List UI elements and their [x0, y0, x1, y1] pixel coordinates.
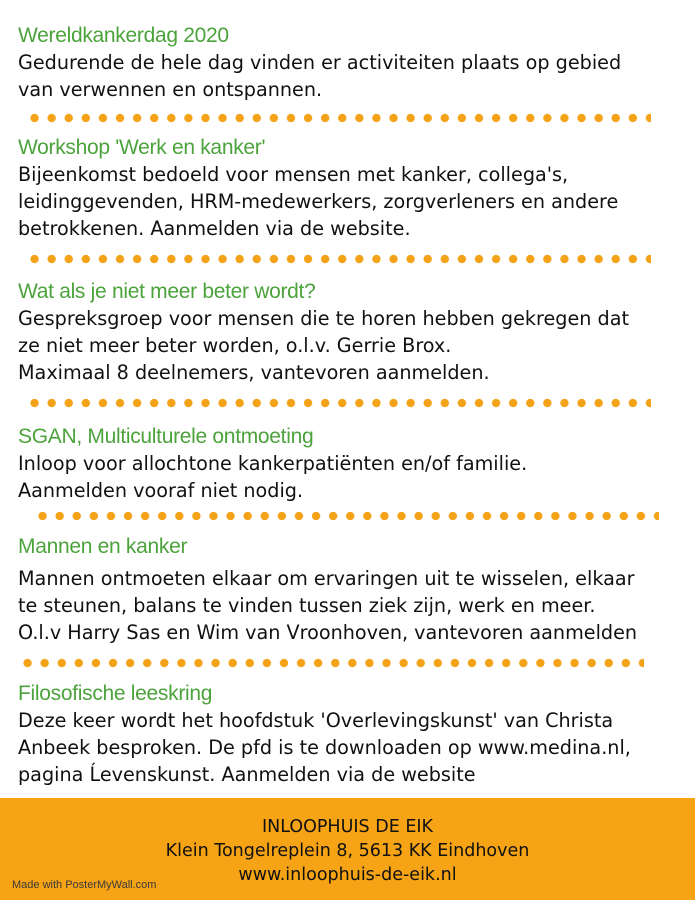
event-description-line: Bijeenkomst bedoeld voor mensen met kanker, collega's, [18, 163, 569, 186]
event-description-line: betrokkenen. Aanmelden via de website. [18, 217, 411, 240]
organization-website[interactable]: www.inloophuis-de-eik.nl [238, 865, 457, 885]
organization-address: Klein Tongelreplein 8, 5613 KK Eindhoven [165, 841, 530, 861]
event-title: Filosofische leeskring [18, 682, 213, 705]
event-description-line: Maximaal 8 deelnemers, vantevoren aanmelden. [18, 361, 490, 384]
event-description [18, 450, 683, 504]
event-workshop-werk-en-kanker [18, 135, 683, 242]
dotted-divider [26, 113, 651, 123]
organization-name: INLOOPHUIS DE EIK [261, 817, 434, 837]
event-description-line: Aanmelden vooraf niet nodig. [18, 479, 304, 502]
event-description [18, 49, 683, 103]
event-description-line: van verwennen en ontspannen. [18, 78, 323, 101]
event-description-line: Anbeek besproken. De pfd is te downloaden op www.medina.nl, [18, 736, 631, 759]
event-title: SGAN, Multiculturele ontmoeting [18, 425, 314, 448]
event-description-line: ze niet meer beter worden, o.l.v. Gerrie Brox. [18, 334, 452, 357]
dotted-divider [26, 398, 651, 408]
dotted-divider [19, 658, 644, 668]
event-description [18, 707, 683, 788]
event-description-line: Gespreksgroep voor mensen die te horen hebben gekregen dat [18, 307, 629, 330]
event-description-line: Gedurende de hele dag vinden er activiteiten plaats op gebied [18, 51, 622, 74]
event-wereldkankerdag [18, 23, 683, 103]
dotted-divider [26, 254, 651, 264]
event-sgan-multiculturele-ontmoeting [18, 424, 683, 504]
event-description-line: Deze keer wordt het hoofdstuk 'Overlevingskunst' van Christa [18, 709, 614, 732]
event-title: Workshop 'Werk en kanker' [18, 136, 266, 159]
event-title: Wat als je niet meer beter wordt? [18, 280, 316, 303]
event-description-line: O.l.v Harry Sas en Wim van Vroonhoven, vantevoren aanmelden [18, 621, 638, 644]
event-description-line: Mannen ontmoeten elkaar om ervaringen uit te wisselen, elkaar [18, 567, 635, 590]
event-description-line: pagina Ĺevenskunst. Aanmelden via de website [18, 763, 476, 786]
watermark-text: Made with PosterMyWall.com [12, 879, 157, 891]
event-title: Wereldkankerdag 2020 [18, 24, 229, 47]
event-mannen-en-kanker [18, 534, 683, 646]
event-filosofische-leeskring [18, 681, 683, 788]
event-description [18, 161, 683, 242]
event-wat-als-je-niet-meer-beter-wordt [18, 279, 683, 386]
event-title: Mannen en kanker [18, 535, 188, 558]
event-description-line: leidinggevenden, HRM-medewerkers, zorgverleners en andere [18, 190, 619, 213]
event-description-line: Inloop voor allochtone kankerpatiënten en/of familie. [18, 452, 528, 475]
dotted-divider [34, 511, 659, 521]
event-description [18, 565, 683, 646]
event-description [18, 305, 683, 386]
event-description-line: te steunen, balans te vinden tussen ziek zijn, werk en meer. [18, 594, 596, 617]
